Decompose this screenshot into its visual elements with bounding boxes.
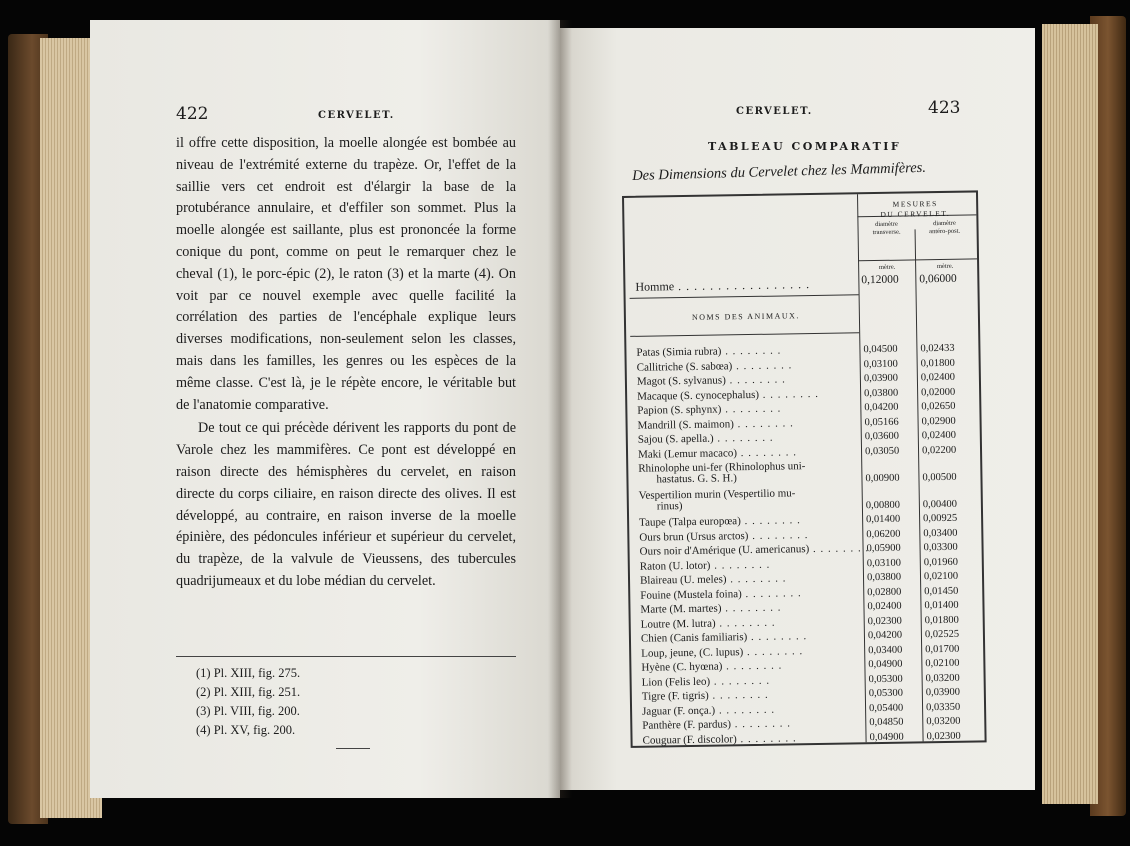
right-page-number: 423: [928, 98, 961, 118]
animal-name: Panthère (F. pardus): [642, 718, 732, 732]
animal-name: Marte (M. martes): [640, 602, 722, 616]
col2-header-line-1: diamètre: [933, 219, 956, 228]
animal-name: Taupe (Talpa europœa): [639, 515, 741, 529]
comparison-table: [622, 190, 987, 748]
book-gutter: [548, 20, 572, 798]
table-title: TABLEAU COMPARATIF: [708, 140, 902, 153]
table-cell-value: 0,06200: [866, 528, 901, 540]
table-cell-value: 0,03200: [925, 672, 960, 684]
table-row-name: Fouine (Mustela foina) . . . . . . . .: [640, 586, 802, 602]
table-cell-value: 0,01450: [924, 585, 959, 597]
col1-header-line-2: transverse.: [872, 228, 901, 237]
end-rule: [336, 748, 370, 749]
table-row-name: Callitriche (S. sabœa) . . . . . . . .: [636, 358, 793, 374]
table-cell-value: 0,03400: [868, 644, 903, 656]
table-cell-value: 0,03900: [925, 686, 961, 699]
animal-name: Loutre (M. lutra): [640, 617, 716, 631]
table-row-name: Magot (S. sylvanus) . . . . . . . .: [636, 373, 786, 388]
table-row-name: Chien (Canis familiaris) . . . . . . . .: [640, 630, 808, 645]
table-cell-value: 0,01960: [923, 556, 958, 568]
paragraph-1: il offre cette disposition, la moelle alongée est bombée au niveau de l'extrémité externe du trapèze. Or, l'effet de la saillie vers cet endroit est d'élargir la base de la protubérance annulaire, et d'effiler son sommet. Plus la moelle alongée est saillante, plus est prononcée la forme conique du pont, comme on peut le remarquer chez le cheval (1), le porc-épic (2), le raton (3) et la marte (4). On voit par ce nouvel exemple avec quelle facilité la corrélation des parties de l'encéphale explique leurs diverses modifications, non-seulement selon les classes, mais dans les familles, les genres ou les espèces de la même classe. C'est là, je le répète encore, le véritable but de l'anatomie comparative.: [176, 135, 516, 413]
table-row-name: [638, 460, 864, 486]
table-cell-value: 0,00400: [922, 498, 958, 511]
footnote-3: (3) Pl. VIII, fig. 200.: [196, 704, 300, 718]
table-cell-value: 0,03200: [926, 715, 961, 728]
footnote-4: (4) Pl. XV, fig. 200.: [196, 723, 296, 737]
table-cell-value: 0,02300: [926, 730, 961, 742]
mesures-header-line-1: MESURES: [892, 199, 938, 209]
col2-header-line-2: antéro-post.: [929, 227, 961, 236]
unit-col-1: mètre.: [878, 263, 896, 271]
animal-name: Fouine (Mustela foina): [640, 587, 742, 602]
table-row-name: Mandrill (S. maimon) . . . . . . . .: [637, 416, 794, 432]
animal-name: Loup, jeune, (C. lupus): [641, 645, 744, 660]
animal-name: Maki (Lemur macaco): [637, 446, 738, 461]
left-running-head: CERVELET.: [318, 110, 395, 121]
table-cell-value: 0,03800: [864, 387, 899, 399]
table-cell-value: 0,03350: [925, 701, 961, 713]
table-cell-value: 0,01400: [924, 599, 959, 612]
table-cell-value: 0,02300: [867, 615, 902, 627]
footnote-2: (2) Pl. XIII, fig. 251.: [196, 685, 301, 699]
unit-rule: [858, 258, 977, 261]
table-row-name: Raton (U. lotor) . . . . . . . .: [639, 558, 771, 573]
table-cell-value: 0,05300: [868, 687, 904, 700]
animal-name-continued: hastatus. G. S. H.): [656, 472, 737, 486]
table-cell-value: 0,03300: [923, 541, 958, 554]
table-cell-value: 0,03100: [866, 557, 902, 569]
table-cell-value: 0,04900: [868, 658, 903, 671]
table-cell-value: 0,00900: [865, 472, 900, 485]
left-page-number: 422: [176, 104, 209, 124]
table-cell-value: 0,03400: [923, 527, 958, 539]
footnotes: [196, 664, 300, 740]
animal-name: Blaireau (U. meles): [639, 573, 727, 587]
table-row-name: Marte (M. martes) . . . . . . . .: [640, 601, 782, 616]
table-cell-value: 0,01800: [920, 357, 955, 369]
table-row-name: Loup, jeune, (C. lupus) . . . . . . . .: [641, 644, 804, 660]
footnote-1: (1) Pl. XIII, fig. 275.: [196, 666, 301, 680]
right-running-head: CERVELET.: [736, 106, 813, 117]
table-row-name: Panthère (F. pardus) . . . . . . . .: [642, 717, 792, 732]
animal-name: Jaguar (F. onça.): [642, 704, 716, 718]
table-cell-value: 0,02100: [925, 657, 960, 670]
paragraph-2: De tout ce qui précède dérivent les rapports du pont de Varole chez les mammifères. Ce pont est développé en raison directe des hémisphères du cervelet, en raison directe du corps ciliaire, en raison directe des olives. Il est développé, au contraire, en raison inverse de la moelle épinière, des pédoncules inférieur et supérieur du cervelet, du trapèze, de la valvule de Vieussens, des tubercules quadrijumeaux et du lobe médian du cervelet.: [176, 420, 516, 589]
table-cell-value: 0,03050: [864, 445, 900, 457]
animal-name-continued: rinus): [656, 500, 683, 513]
table-cell-value: 0,04200: [867, 629, 903, 642]
animal-name: Hyène (C. hyœna): [641, 660, 723, 674]
table-row-name: Jaguar (F. onça.) . . . . . . . .: [642, 703, 776, 718]
table-cell-value: 0,01700: [925, 643, 960, 655]
animal-name: Lion (Felis leo): [641, 675, 711, 689]
animal-name: Ours brun (Ursus arctos): [639, 529, 749, 544]
table-cell-value: 0,03100: [863, 358, 898, 370]
animal-name: Sajou (S. apella.): [637, 432, 714, 446]
table-cell-value: 0,02000: [921, 386, 956, 398]
animal-name: Raton (U. lotor): [639, 559, 711, 573]
names-header-rule: [630, 332, 859, 337]
animal-name: Couguar (F. discolor): [642, 732, 737, 747]
table-row-name: Taupe (Talpa europœa) . . . . . . . .: [639, 514, 801, 529]
table-cell-value: 0,02200: [921, 444, 957, 456]
table-cell-value: 0,02400: [920, 371, 956, 384]
mesures-header-line-2: DU CERVELET.: [880, 208, 951, 219]
right-page-edges: [1042, 24, 1098, 804]
table-cell-value: 0,05900: [866, 542, 901, 555]
table-row-name: Blaireau (U. meles) . . . . . . . .: [639, 572, 787, 587]
animal-name: Callitriche (S. sabœa): [636, 359, 733, 374]
names-column-header: NOMS DES ANIMAUX.: [691, 311, 800, 322]
table-cell-value: 0,04900: [869, 731, 904, 743]
table-cell-value: 0,02900: [921, 415, 956, 427]
table-row-name: Macaque (S. cynocephalus) . . . . . . . .: [637, 387, 820, 403]
table-row-name: Couguar (F. discolor) . . . . . . . .: [642, 731, 797, 747]
table-cell-value: 0,05400: [868, 702, 904, 714]
table-cell-value: 0,00800: [865, 499, 901, 512]
animal-name: Vespertilion murin (Vespertilio mu-: [638, 487, 796, 502]
table-cell-value: 0,04850: [869, 716, 904, 729]
table-cell-value: 0,02100: [923, 570, 959, 583]
table-cell-value: 0,01400: [866, 513, 901, 526]
animal-name: Rhinolophe uni-fer (Rhinolophus uni-: [638, 460, 806, 475]
table-row-name: Sajou (S. apella.) . . . . . . . .: [637, 431, 774, 446]
homme-row-label: Homme . . . . . . . . . . . . . . . . .: [635, 277, 811, 294]
animal-name: Macaque (S. cynocephalus): [637, 388, 760, 403]
table-cell-value: 0,02400: [921, 429, 957, 442]
table-row-name: Patas (Simia rubra) . . . . . . . .: [636, 344, 782, 359]
mesures-header: [860, 199, 970, 221]
table-cell-value: 0,05166: [864, 416, 899, 428]
homme-value-2: 0,06000: [919, 272, 957, 286]
table-subtitle: Des Dimensions du Cervelet chez les Mammifères.: [632, 159, 927, 184]
table-row-name: [639, 487, 865, 513]
footnote-rule: [176, 656, 516, 657]
table-cell-value: 0,03900: [863, 372, 899, 385]
table-row-name: Ours brun (Ursus arctos) . . . . . . . .: [639, 528, 809, 544]
animal-name: Patas (Simia rubra): [636, 345, 722, 359]
animal-name: Mandrill (S. maimon): [637, 417, 734, 432]
col1-header-line-1: diamètre: [875, 220, 898, 229]
homme-label-text: Homme: [635, 279, 675, 294]
table-cell-value: 0,02650: [921, 400, 956, 413]
animal-name: Magot (S. sylvanus): [636, 374, 726, 388]
homme-value-1: 0,12000: [861, 273, 899, 287]
table-row-name: Ours noir d'Amérique (U. americanus) . . . . . . . .: [639, 542, 870, 558]
table-row-name: Lion (Felis leo) . . . . . . . .: [641, 674, 771, 689]
table-cell-value: 0,03800: [866, 571, 902, 584]
animal-name: Chien (Canis familiaris): [640, 631, 748, 645]
table-cell-value: 0,00925: [923, 512, 958, 525]
animal-name: Tigre (F. tigris): [641, 689, 709, 703]
col-antero-header: [918, 220, 970, 237]
table-cell-value: 0,01800: [924, 614, 959, 626]
table-cell-value: 0,00500: [922, 471, 957, 484]
table-cell-value: 0,02800: [867, 586, 902, 598]
animal-name: Ours noir d'Amérique (U. americanus): [639, 543, 810, 558]
table-row-name: Tigre (F. tigris) . . . . . . . .: [641, 688, 769, 703]
homme-rule: [630, 294, 859, 299]
col-transverse-header: [860, 220, 912, 237]
table-cell-value: 0,02433: [920, 342, 955, 355]
table-row-name: Hyène (C. hyœna) . . . . . . . .: [641, 659, 783, 674]
table-row-name: Maki (Lemur macaco) . . . . . . . .: [637, 445, 798, 461]
animal-name: Papion (S. sphynx): [637, 403, 722, 417]
table-cell-value: 0,03600: [864, 430, 900, 443]
left-body-text: [176, 133, 516, 593]
unit-col-2: mètre.: [936, 262, 954, 271]
table-cell-value: 0,05300: [868, 673, 903, 685]
table-divider-values: [915, 229, 924, 741]
table-row-name: Papion (S. sphynx) . . . . . . . .: [637, 402, 782, 417]
table-cell-value: 0,02525: [924, 628, 960, 641]
table-cell-value: 0,02400: [867, 600, 902, 613]
table-row-name: Loutre (M. lutra) . . . . . . . .: [640, 616, 776, 631]
table-cell-value: 0,04500: [863, 343, 898, 356]
table-cell-value: 0,04200: [864, 401, 899, 414]
